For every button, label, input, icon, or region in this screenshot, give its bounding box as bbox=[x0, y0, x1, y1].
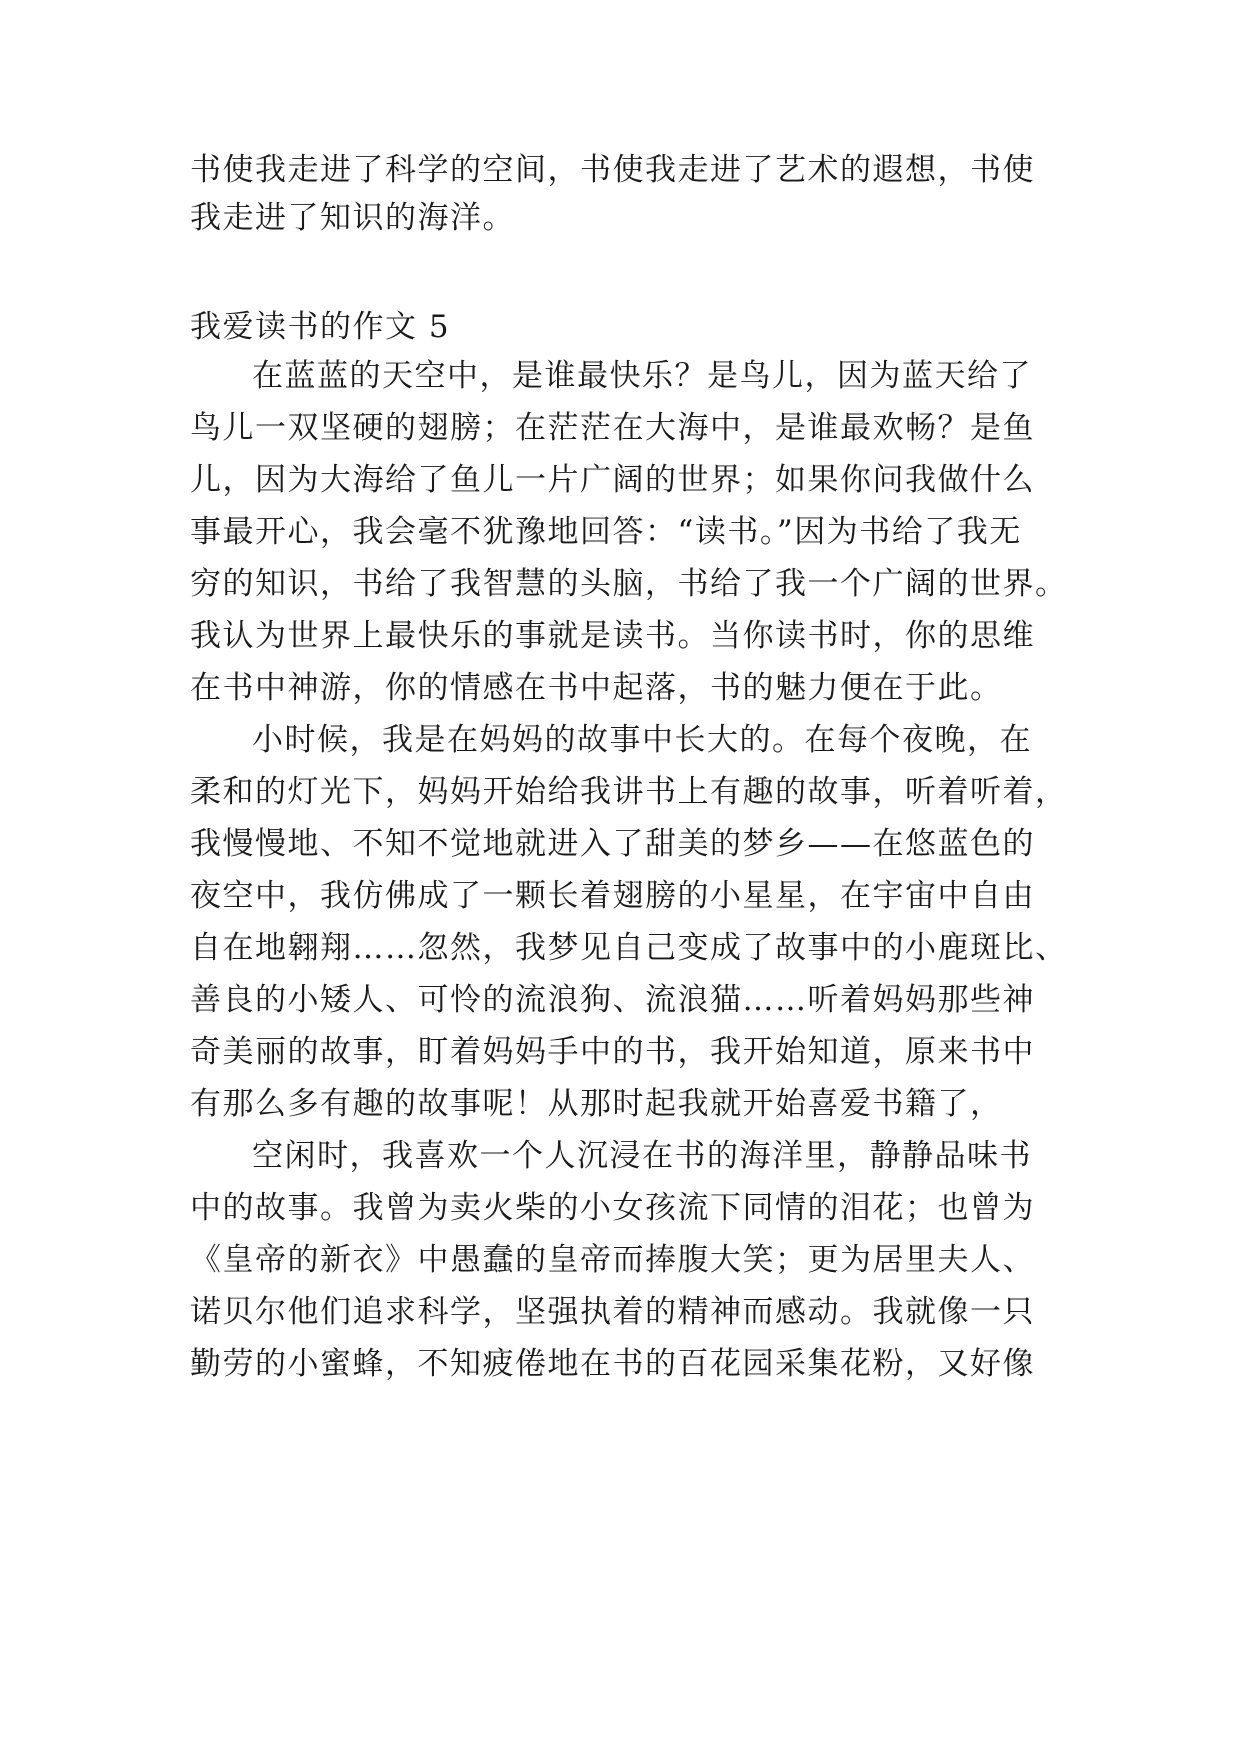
paragraph1-line-1: 在蓝蓝的天空中，是谁最快乐？是鸟儿，因为蓝天给了 bbox=[252, 358, 1032, 394]
paragraph1-line-5: 穷的知识，书给了我智慧的头脑，书给了我一个广阔的世界。 bbox=[190, 566, 1068, 602]
paragraph1-line-7: 在书中神游，你的情感在书中起落，书的魅力便在于此。 bbox=[190, 670, 1003, 706]
paragraph1-line-3: 儿，因为大海给了鱼儿一片广阔的世界；如果你问我做什么 bbox=[190, 462, 1035, 498]
paragraph1-line-4: 事最开心，我会毫不犹豫地回答：“读书。”因为书给了我无 bbox=[190, 514, 1022, 550]
paragraph2-line-3: 我慢慢地、不知不觉地就进入了甜美的梦乡——在悠蓝色的 bbox=[190, 826, 1035, 862]
intro-line-2: 我走进了知识的海洋。 bbox=[190, 200, 515, 236]
paragraph2-line-4: 夜空中，我仿佛成了一颗长着翅膀的小星星，在宇宙中自由 bbox=[190, 878, 1035, 914]
paragraph3-line-1: 空闲时，我喜欢一个人沉浸在书的海洋里，静静品味书 bbox=[252, 1138, 1032, 1174]
paragraph3-line-4: 诺贝尔他们追求科学，坚强执着的精神而感动。我就像一只 bbox=[190, 1294, 1035, 1330]
paragraph1-line-2: 鸟儿一双坚硬的翅膀；在茫茫在大海中，是谁最欢畅？是鱼 bbox=[190, 410, 1035, 446]
paragraph2-line-1: 小时候，我是在妈妈的故事中长大的。在每个夜晚，在 bbox=[252, 722, 1032, 758]
intro-line-1: 书使我走进了科学的空间，书使我走进了艺术的遐想，书使 bbox=[190, 152, 1035, 188]
paragraph2-line-5: 自在地翱翔……忽然，我梦见自己变成了故事中的小鹿斑比、 bbox=[190, 930, 1068, 966]
paragraph3-line-2: 中的故事。我曾为卖火柴的小女孩流下同情的泪花；也曾为 bbox=[190, 1190, 1035, 1226]
paragraph1-line-6: 我认为世界上最快乐的事就是读书。当你读书时，你的思维 bbox=[190, 618, 1035, 654]
paragraph3-line-5: 勤劳的小蜜蜂，不知疲倦地在书的百花园采集花粉，又好像 bbox=[190, 1346, 1035, 1382]
section-heading: 我爱读书的作文 5 bbox=[190, 309, 451, 345]
paragraph2-line-7: 奇美丽的故事，盯着妈妈手中的书，我开始知道，原来书中 bbox=[190, 1034, 1035, 1070]
paragraph2-line-6: 善良的小矮人、可怜的流浪狗、流浪猫……听着妈妈那些神 bbox=[190, 982, 1035, 1018]
paragraph2-line-2: 柔和的灯光下，妈妈开始给我讲书上有趣的故事，听着听着， bbox=[190, 774, 1068, 810]
paragraph3-line-3: 《皇帝的新衣》中愚蠢的皇帝而捧腹大笑；更为居里夫人、 bbox=[190, 1242, 1035, 1278]
paragraph2-line-8: 有那么多有趣的故事呢！从那时起我就开始喜爱书籍了， bbox=[190, 1086, 1003, 1122]
